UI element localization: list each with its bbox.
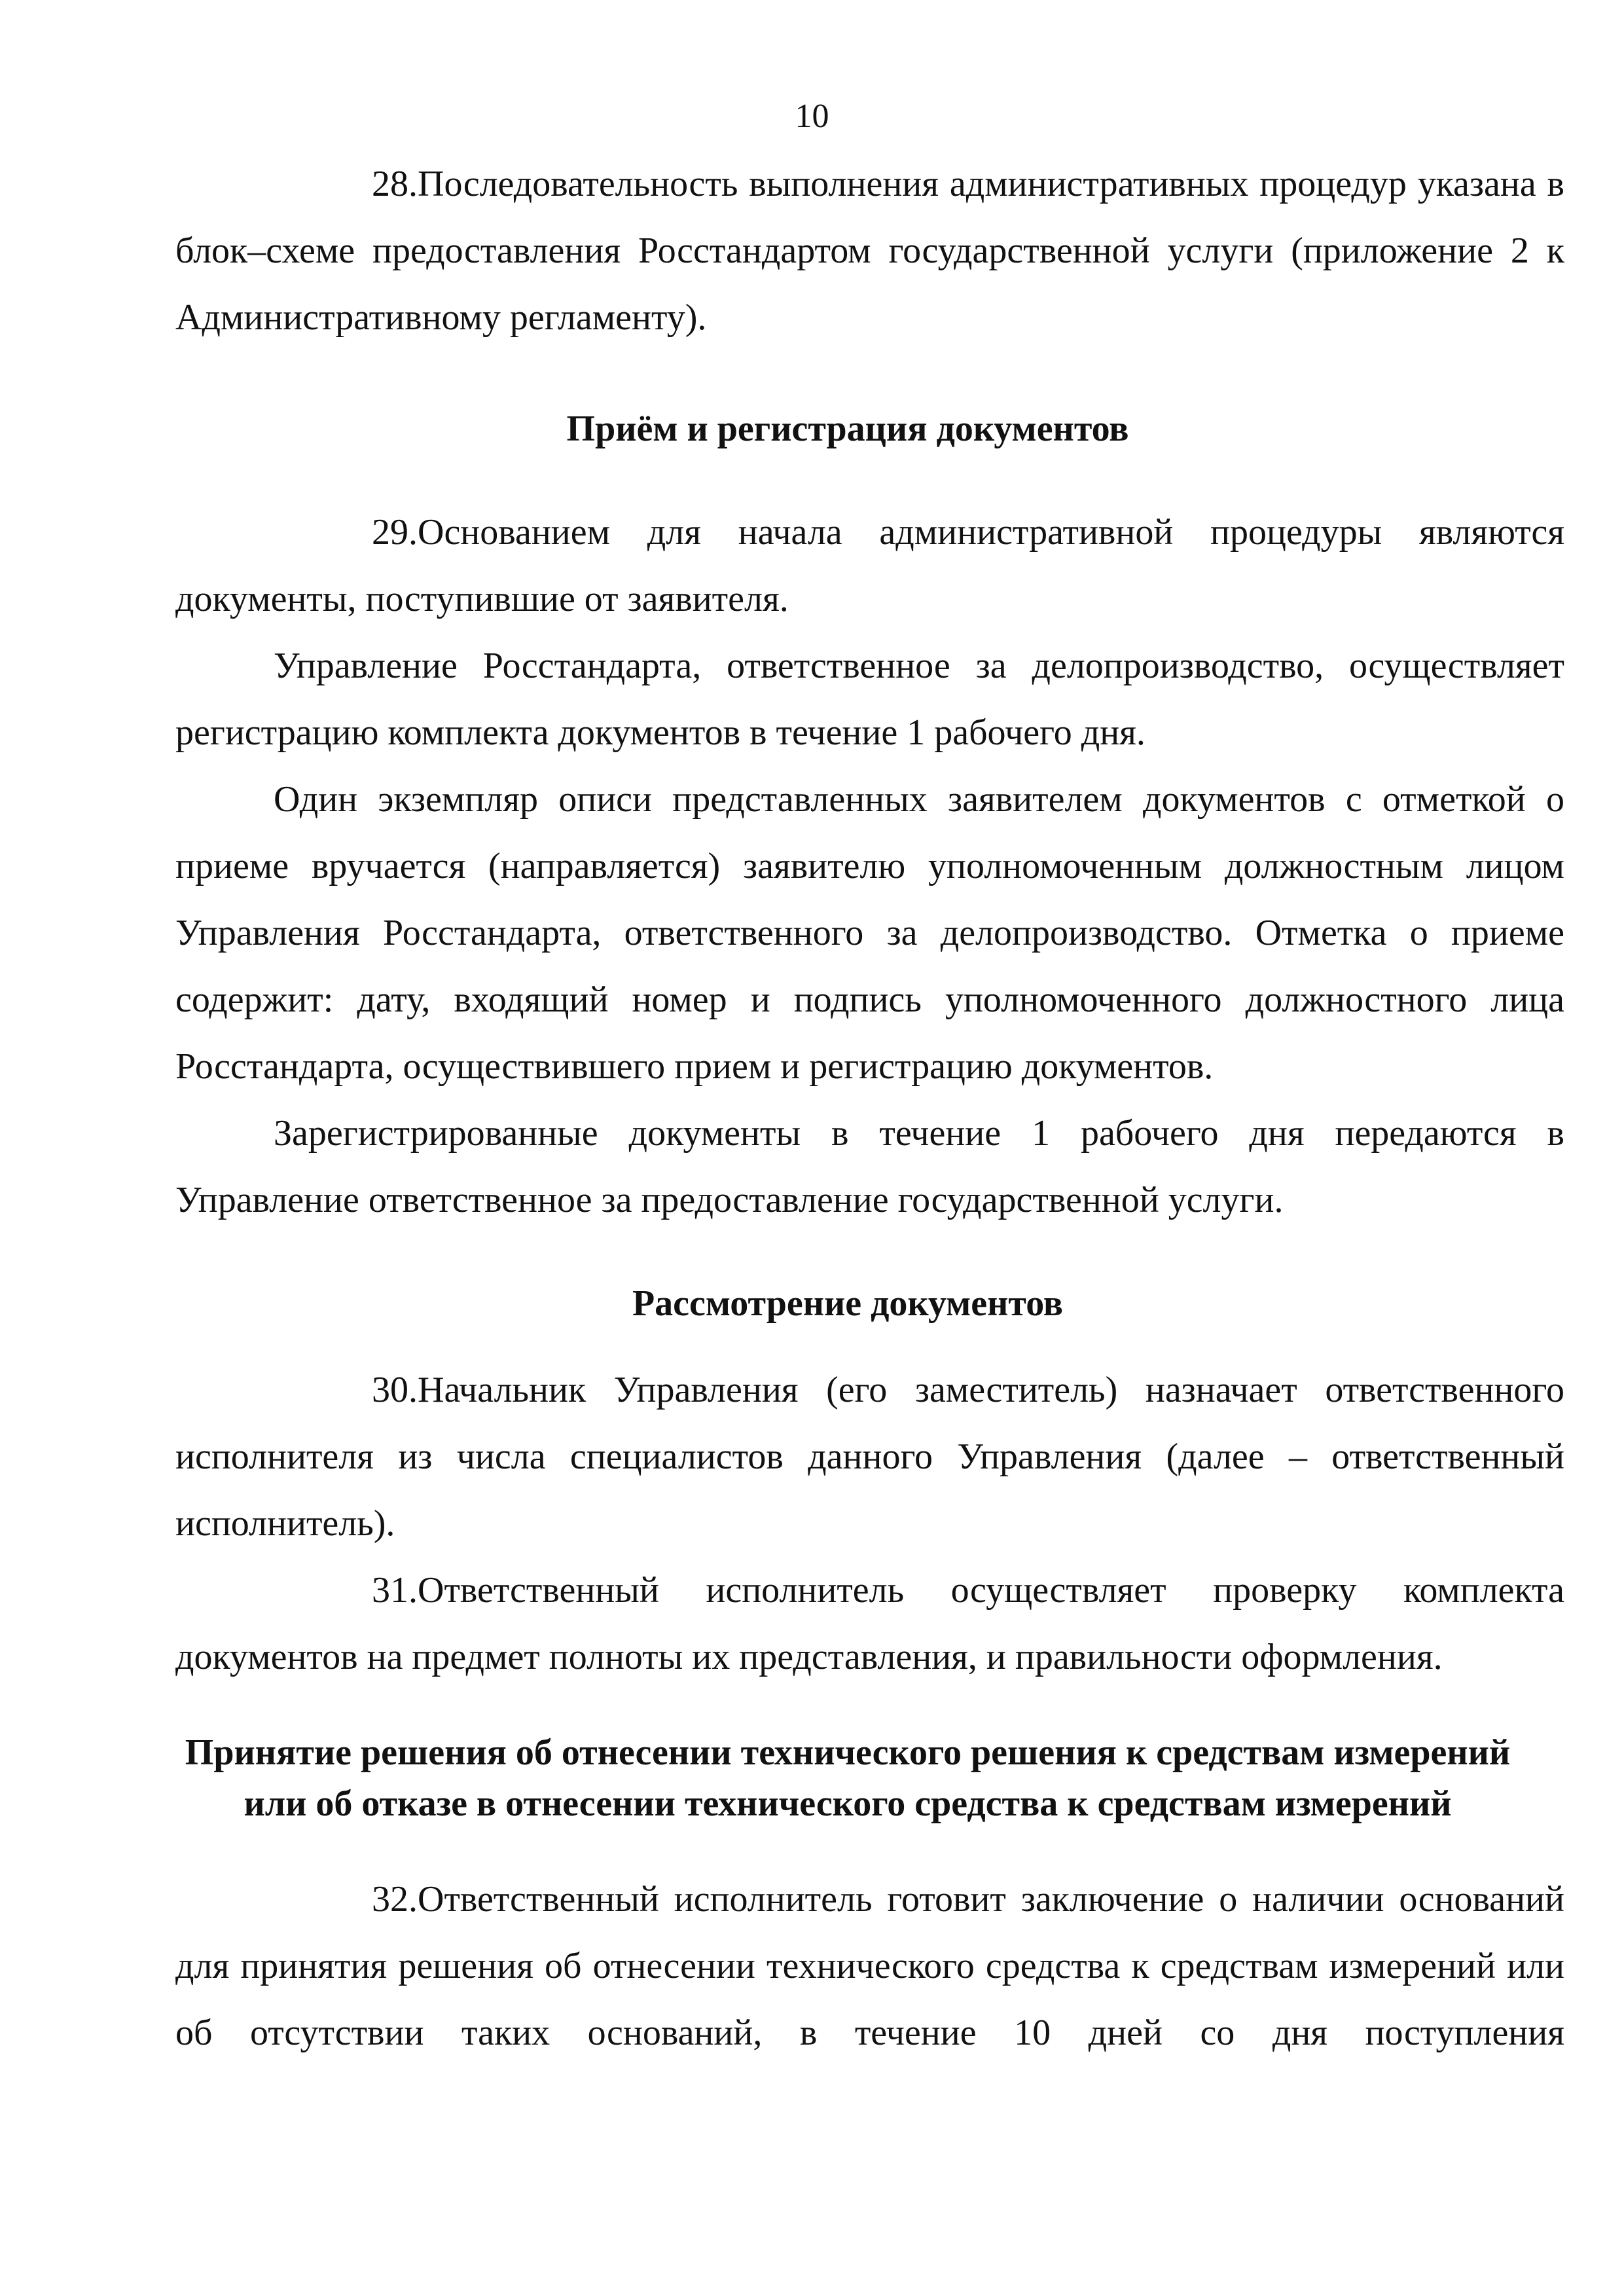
paragraph-number: 32. (372, 1879, 418, 1920)
paragraph-text: Ответственный исполнитель осуществляет проверку комплекта документов на предмет полноты их представления, и правильности оформления. (175, 1570, 1564, 1677)
paragraph-number: 29. (372, 512, 418, 553)
paragraph-text: Основанием для начала административной процедуры являются документы, поступившие от заявителя. (175, 512, 1564, 619)
heading-decision (131, 1727, 1564, 1829)
intro-section (175, 151, 1564, 351)
reception-section (175, 499, 1564, 1233)
paragraph-30 (175, 1357, 1564, 1557)
page-number: 10 (795, 98, 829, 135)
paragraph-number: 31. (372, 1570, 418, 1611)
review-section (175, 1357, 1564, 1690)
heading-decision-line2: или об отказе в отнесении технического средства к средствам измерений (244, 1783, 1452, 1824)
heading-reception: Приём и регистрация документов (566, 409, 1129, 449)
paragraph-number: 30. (372, 1370, 418, 1410)
paragraph-registration: Управление Росстандарта, ответственное за делопроизводство, осуществляет регистрацию комплекта документов в течение 1 рабочего дня. (175, 646, 1564, 753)
paragraph-32 (175, 1866, 1564, 2066)
paragraph-text: Начальник Управления (его заместитель) назначает ответственного исполнителя из числа специалистов данного Управления (далее – ответственный исполнитель). (175, 1370, 1564, 1544)
paragraph-copy: Один экземпляр описи представленных заявителем документов с отметкой о приеме вручается (направляется) заявителю уполномоченным должностным лицом Управления Росстандарта, ответственного за делопроизводство. Отметка о приеме содержит: дату, входящий номер и подпись уполномоченного должностного лица Росстандарта, осуществившего прием и регистрацию документов. (175, 779, 1564, 1087)
heading-decision-line1: Принятие решения об отнесении технического решения к средствам измерений (185, 1732, 1511, 1773)
decision-section (175, 1866, 1564, 2066)
heading-review: Рассмотрение документов (632, 1283, 1064, 1324)
paragraph-28 (175, 151, 1564, 351)
paragraph-number: 28. (372, 164, 418, 204)
paragraph-29 (175, 499, 1564, 632)
paragraph-transfer: Зарегистрированные документы в течение 1 рабочего дня передаются в Управление ответственное за предоставление государственной услуги. (175, 1113, 1564, 1220)
paragraph-text: Ответственный исполнитель готовит заключение о наличии оснований для принятия решения об отнесении технического средства к средствам измерений или об отсутствии таких оснований, в течение 10 дней со дня поступления (175, 1879, 1564, 2053)
paragraph-text: Последовательность выполнения административных процедур указана в блок–схеме предоставления Росстандартом государственной услуги (приложение 2 к Административному регламенту). (175, 164, 1564, 338)
paragraph-31 (175, 1557, 1564, 1690)
